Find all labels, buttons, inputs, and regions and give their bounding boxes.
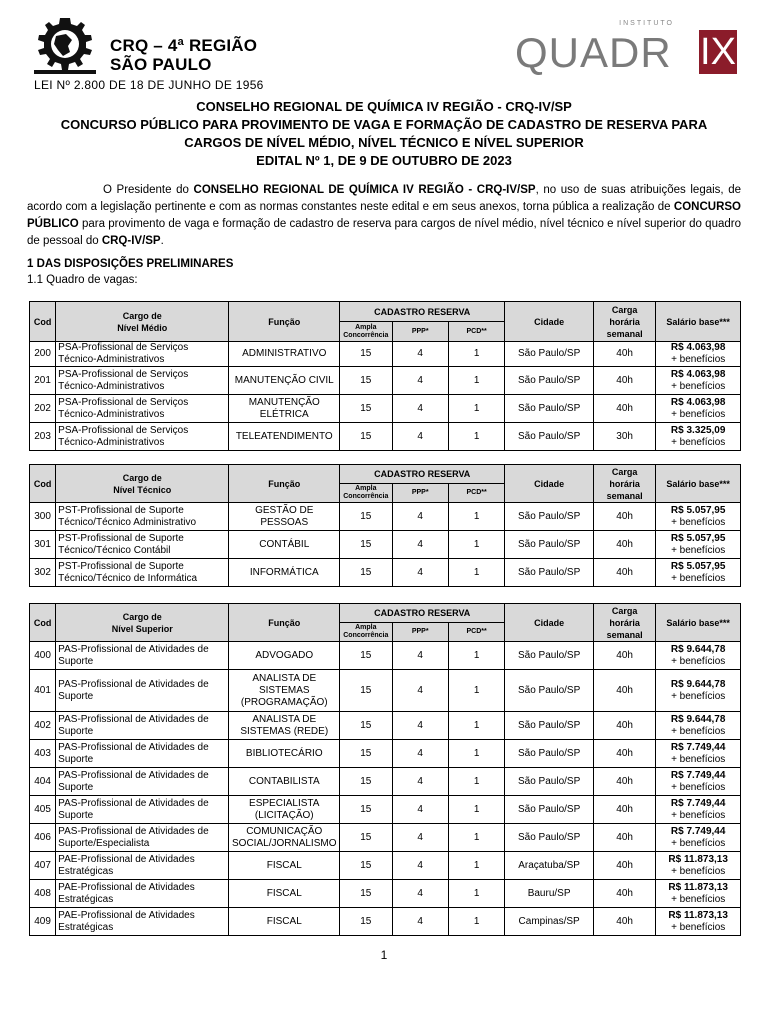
cell-ppp: 4: [392, 740, 448, 768]
cell-carga: 40h: [593, 852, 655, 880]
cell-ampla: 15: [340, 796, 392, 824]
table-row: [30, 395, 741, 423]
cell-ppp: 4: [392, 367, 448, 395]
cell-salario: [656, 559, 741, 587]
cell-pcd: 1: [448, 908, 504, 936]
cell-cargo: PSA-Profissional de Serviços Técnico-Administrativos: [56, 423, 229, 451]
cell-cod: 302: [30, 559, 56, 587]
salary-value: R$ 9.644,78: [670, 643, 726, 655]
cell-pcd: 1: [448, 395, 504, 423]
cell-funcao: ESPECIALISTA (LICITAÇÃO): [229, 796, 340, 824]
cell-cod: 402: [30, 712, 56, 740]
header-cargo: [56, 604, 229, 642]
cell-cidade: São Paulo/SP: [505, 768, 594, 796]
table-row: [30, 367, 741, 395]
cell-ppp: 4: [392, 670, 448, 712]
cell-cod: 202: [30, 395, 56, 423]
cell-pcd: 1: [448, 642, 504, 670]
salary-value: R$ 5.057,95: [670, 504, 726, 516]
cell-cargo: PAS-Profissional de Atividades de Suporte/Especialista: [56, 824, 229, 852]
table-row: [30, 712, 741, 740]
cell-pcd: 1: [448, 503, 504, 531]
salary-benefits: + benefícios: [671, 516, 726, 528]
header-cargo: [56, 302, 229, 342]
cell-salario: [656, 880, 741, 908]
cell-salario: [656, 367, 741, 395]
cell-cidade: São Paulo/SP: [505, 712, 594, 740]
cell-cod: 200: [30, 342, 56, 367]
cell-cargo: PST-Profissional de Suporte Técnico/Técnico de Informática: [56, 559, 229, 587]
cell-ppp: 4: [392, 712, 448, 740]
header-cargo-prefix: Cargo de: [122, 310, 162, 321]
cell-cargo: PSA-Profissional de Serviços Técnico-Administrativos: [56, 367, 229, 395]
cell-salario: [656, 712, 741, 740]
cell-cidade: São Paulo/SP: [505, 367, 594, 395]
cell-ampla: 15: [340, 908, 392, 936]
header-ppp: PPP*: [392, 623, 448, 642]
salary-benefits: + benefícios: [671, 865, 726, 877]
cell-carga: 40h: [593, 342, 655, 367]
table-row: [30, 824, 741, 852]
table-row: [30, 908, 741, 936]
cell-salario: [656, 531, 741, 559]
cell-funcao: MANUTENÇÃO ELÉTRICA: [229, 395, 340, 423]
cell-funcao: FISCAL: [229, 880, 340, 908]
header-funcao: Função: [229, 604, 340, 642]
header-cod: Cod: [30, 302, 56, 342]
cell-funcao: CONTABILISTA: [229, 768, 340, 796]
crq-gear-logo-icon: [30, 14, 100, 78]
cell-funcao: ANALISTA DE SISTEMAS (REDE): [229, 712, 340, 740]
salary-value: R$ 7.749,44: [670, 741, 726, 753]
cell-cidade: São Paulo/SP: [505, 342, 594, 367]
cell-pcd: 1: [448, 712, 504, 740]
header-cargo: [56, 465, 229, 503]
salary-benefits: + benefícios: [671, 781, 726, 793]
salary-value: R$ 4.063,98: [670, 342, 726, 353]
salary-benefits: + benefícios: [671, 690, 726, 702]
cell-funcao: FISCAL: [229, 908, 340, 936]
salary-benefits: + benefícios: [671, 809, 726, 821]
cell-funcao: TELEATENDIMENTO: [229, 423, 340, 451]
cell-cod: 300: [30, 503, 56, 531]
cell-cidade: São Paulo/SP: [505, 395, 594, 423]
header-cargo-level: Nível Superior: [111, 623, 173, 634]
cell-ppp: 4: [392, 796, 448, 824]
salary-value: R$ 11.873,13: [668, 909, 728, 921]
cell-cidade: São Paulo/SP: [505, 531, 594, 559]
cell-carga: 40h: [593, 768, 655, 796]
intro-text-4: .: [160, 235, 164, 247]
quadrix-box-mark: IX: [700, 31, 736, 73]
cell-pcd: 1: [448, 880, 504, 908]
section-heading: 1 DAS DISPOSIÇÕES PRELIMINARES: [27, 258, 234, 270]
cell-salario: [656, 342, 741, 367]
cell-ampla: 15: [340, 423, 392, 451]
cell-cod: 401: [30, 670, 56, 712]
cell-cod: 404: [30, 768, 56, 796]
header-salario-base: Salário base***: [656, 604, 741, 642]
table-row: [30, 852, 741, 880]
cell-cidade: São Paulo/SP: [505, 642, 594, 670]
cell-cidade: Bauru/SP: [505, 880, 594, 908]
crq-law-text: LEI Nº 2.800 DE 18 DE JUNHO DE 1956: [34, 78, 264, 92]
header-cargo-prefix: Cargo de: [122, 472, 162, 483]
cell-salario: [656, 423, 741, 451]
cell-carga: 40h: [593, 908, 655, 936]
table-row: [30, 796, 741, 824]
cell-cargo: PSA-Profissional de Serviços Técnico-Administrativos: [56, 395, 229, 423]
intro-bold-1: CONSELHO REGIONAL DE QUÍMICA IV REGIÃO - CRQ-IV/SP: [193, 184, 536, 196]
header-ppp: PPP*: [392, 322, 448, 342]
header-pcd: PCD**: [448, 322, 504, 342]
table-row: [30, 768, 741, 796]
intro-text-1: O Presidente do: [103, 184, 194, 196]
cell-ampla: 15: [340, 367, 392, 395]
cell-carga: 40h: [593, 670, 655, 712]
salary-benefits: + benefícios: [671, 408, 726, 420]
cell-cod: 406: [30, 824, 56, 852]
cell-salario: [656, 768, 741, 796]
header-cadastro-reserva: CADASTRO RESERVA: [340, 302, 505, 322]
table-row: [30, 670, 741, 712]
cell-ampla: 15: [340, 670, 392, 712]
vacancy-table-0: [29, 301, 741, 451]
cell-carga: 40h: [593, 642, 655, 670]
cell-ppp: 4: [392, 395, 448, 423]
cell-cidade: Campinas/SP: [505, 908, 594, 936]
cell-cargo: PAS-Profissional de Atividades de Suporte: [56, 796, 229, 824]
header-pcd: PCD**: [448, 484, 504, 503]
document-titles: [20, 98, 748, 170]
cell-funcao: GESTÃO DE PESSOAS: [229, 503, 340, 531]
header-pcd: PCD**: [448, 623, 504, 642]
cell-pcd: 1: [448, 824, 504, 852]
cell-cargo: PAE-Profissional de Atividades Estratégicas: [56, 880, 229, 908]
intro-text-3: para provimento de vaga e formação de cadastro de reserva para cargos de nível médio, nível técnico e nível superior do quadro de pessoal do: [27, 218, 741, 247]
header-cidade: Cidade: [505, 302, 594, 342]
header-cargo-level: Nível Médio: [117, 322, 168, 333]
cell-pcd: 1: [448, 342, 504, 367]
cell-ampla: 15: [340, 531, 392, 559]
cell-ppp: 4: [392, 852, 448, 880]
table-row: [30, 880, 741, 908]
salary-benefits: + benefícios: [671, 753, 726, 765]
title-line-4: EDITAL Nº 1, DE 9 DE OUTUBRO DE 2023: [256, 153, 512, 168]
cell-funcao: CONTÁBIL: [229, 531, 340, 559]
cell-cargo: PAS-Profissional de Atividades de Suporte: [56, 670, 229, 712]
cell-pcd: 1: [448, 423, 504, 451]
cell-pcd: 1: [448, 740, 504, 768]
header-cidade: Cidade: [505, 465, 594, 503]
cell-cod: 407: [30, 852, 56, 880]
cell-ampla: 15: [340, 852, 392, 880]
cell-cargo: PSA-Profissional de Serviços Técnico-Administrativos: [56, 342, 229, 367]
cell-salario: [656, 642, 741, 670]
header-cod: Cod: [30, 604, 56, 642]
salary-value: R$ 4.063,98: [670, 368, 726, 380]
cell-cidade: São Paulo/SP: [505, 559, 594, 587]
cell-ampla: 15: [340, 824, 392, 852]
cell-cargo: PAS-Profissional de Atividades de Suporte: [56, 642, 229, 670]
header-carga-horaria: Carga horária semanal: [593, 465, 655, 503]
crq-title: [110, 36, 257, 74]
cell-cod: 408: [30, 880, 56, 908]
cell-cidade: São Paulo/SP: [505, 740, 594, 768]
quadrix-logo: [515, 20, 740, 80]
cell-ppp: 4: [392, 908, 448, 936]
header-carga-horaria: Carga horária semanal: [593, 604, 655, 642]
cell-salario: [656, 796, 741, 824]
cell-salario: [656, 740, 741, 768]
cell-pcd: 1: [448, 559, 504, 587]
table-row: [30, 740, 741, 768]
cell-funcao: FISCAL: [229, 852, 340, 880]
table-row: [30, 559, 741, 587]
header-cargo-level: Nível Técnico: [113, 484, 172, 495]
cell-carga: 40h: [593, 559, 655, 587]
header-cod: Cod: [30, 465, 56, 503]
crq-title-line2: SÃO PAULO: [110, 55, 212, 74]
cell-salario: [656, 670, 741, 712]
cell-ppp: 4: [392, 531, 448, 559]
salary-value: R$ 9.644,78: [670, 713, 726, 725]
cell-pcd: 1: [448, 852, 504, 880]
cell-cargo: PAE-Profissional de Atividades Estratégicas: [56, 852, 229, 880]
cell-pcd: 1: [448, 531, 504, 559]
table-row: [30, 503, 741, 531]
cell-salario: [656, 503, 741, 531]
cell-ppp: 4: [392, 880, 448, 908]
cell-carga: 40h: [593, 367, 655, 395]
cell-ppp: 4: [392, 503, 448, 531]
cell-ampla: 15: [340, 642, 392, 670]
cell-salario: [656, 395, 741, 423]
salary-value: R$ 9.644,78: [670, 678, 726, 690]
cell-carga: 30h: [593, 423, 655, 451]
cell-cod: 409: [30, 908, 56, 936]
salary-benefits: + benefícios: [671, 725, 726, 737]
cell-cidade: São Paulo/SP: [505, 503, 594, 531]
cell-ppp: 4: [392, 559, 448, 587]
header-salario-base: Salário base***: [656, 465, 741, 503]
cell-pcd: 1: [448, 367, 504, 395]
header-cadastro-reserva: CADASTRO RESERVA: [340, 604, 505, 623]
salary-value: R$ 7.749,44: [670, 797, 726, 809]
cell-cod: 403: [30, 740, 56, 768]
cell-funcao: BIBLIOTECÁRIO: [229, 740, 340, 768]
cell-cidade: São Paulo/SP: [505, 796, 594, 824]
cell-salario: [656, 852, 741, 880]
document-header: [0, 0, 768, 96]
cell-cargo: PAS-Profissional de Atividades de Suporte: [56, 768, 229, 796]
header-cidade: Cidade: [505, 604, 594, 642]
cell-carga: 40h: [593, 531, 655, 559]
table-row: [30, 531, 741, 559]
salary-value: R$ 3.325,09: [670, 424, 726, 436]
header-salario-base: Salário base***: [656, 302, 741, 342]
salary-value: R$ 11.873,13: [668, 853, 728, 865]
quadrix-wordmark: QUADR: [515, 29, 672, 76]
title-line-2: CONCURSO PÚBLICO PARA PROVIMENTO DE VAGA E FORMAÇÃO DE CADASTRO DE RESERVA PARA: [60, 117, 708, 132]
salary-benefits: + benefícios: [671, 921, 726, 933]
cell-cidade: São Paulo/SP: [505, 423, 594, 451]
cell-ampla: 15: [340, 503, 392, 531]
cell-ampla: 15: [340, 712, 392, 740]
cell-pcd: 1: [448, 768, 504, 796]
salary-value: R$ 4.063,98: [670, 396, 726, 408]
cell-carga: 40h: [593, 503, 655, 531]
cell-ppp: 4: [392, 824, 448, 852]
salary-value: R$ 5.057,95: [670, 560, 726, 572]
intro-text-2: , no uso de suas atribuições legais, de acordo com a legislação pertinente e com as normas constantes neste edital e em seus anexos, torna pública a realização de: [27, 184, 742, 213]
salary-value: R$ 7.749,44: [670, 769, 726, 781]
header-ppp: PPP*: [392, 484, 448, 503]
table-row: [30, 642, 741, 670]
salary-value: R$ 7.749,44: [670, 825, 726, 837]
salary-benefits: + benefícios: [671, 380, 726, 392]
table-row: [30, 342, 741, 367]
cell-cod: 203: [30, 423, 56, 451]
cell-carga: 40h: [593, 796, 655, 824]
salary-value: R$ 11.873,13: [668, 881, 728, 893]
cell-pcd: 1: [448, 670, 504, 712]
header-funcao: Função: [229, 465, 340, 503]
page-number: 1: [380, 948, 388, 962]
cell-cidade: Araçatuba/SP: [505, 852, 594, 880]
crq-title-line1: CRQ – 4ª REGIÃO: [110, 36, 258, 55]
cell-cargo: PAE-Profissional de Atividades Estratégicas: [56, 908, 229, 936]
intro-bold-2: CONCURSO PÚBLICO: [27, 201, 741, 230]
cell-ppp: 4: [392, 342, 448, 367]
salary-benefits: + benefícios: [671, 893, 726, 905]
cell-cidade: São Paulo/SP: [505, 670, 594, 712]
header-ampla-concorrencia: Ampla Concorrência: [340, 623, 392, 642]
salary-benefits: + benefícios: [671, 837, 726, 849]
header-cargo-prefix: Cargo de: [122, 611, 162, 622]
title-line-3: CARGOS DE NÍVEL MÉDIO, NÍVEL TÉCNICO E NÍVEL SUPERIOR: [184, 135, 584, 150]
table-row: [30, 423, 741, 451]
cell-salario: [656, 908, 741, 936]
cell-ampla: 15: [340, 880, 392, 908]
cell-funcao: ADMINISTRATIVO: [229, 342, 340, 367]
cell-cargo: PAS-Profissional de Atividades de Suporte: [56, 740, 229, 768]
cell-ampla: 15: [340, 768, 392, 796]
cell-carga: 40h: [593, 824, 655, 852]
cell-cargo: PAS-Profissional de Atividades de Suporte: [56, 712, 229, 740]
salary-value: R$ 5.057,95: [670, 532, 726, 544]
cell-funcao: COMUNICAÇÃO SOCIAL/JORNALISMO: [229, 824, 340, 852]
cell-cidade: São Paulo/SP: [505, 824, 594, 852]
cell-carga: 40h: [593, 395, 655, 423]
cell-ampla: 15: [340, 740, 392, 768]
header-cadastro-reserva: CADASTRO RESERVA: [340, 465, 505, 484]
header-carga-horaria: Carga horária semanal: [593, 302, 655, 342]
cell-ampla: 15: [340, 559, 392, 587]
cell-cod: 201: [30, 367, 56, 395]
cell-carga: 40h: [593, 712, 655, 740]
cell-ampla: 15: [340, 395, 392, 423]
cell-cargo: PST-Profissional de Suporte Técnico/Técnico Contábil: [56, 531, 229, 559]
salary-benefits: + benefícios: [671, 544, 726, 556]
cell-salario: [656, 824, 741, 852]
vacancy-table-2: [29, 603, 741, 936]
cell-carga: 40h: [593, 880, 655, 908]
cell-cargo: PST-Profissional de Suporte Técnico/Técnico Administrativo: [56, 503, 229, 531]
cell-cod: 301: [30, 531, 56, 559]
cell-cod: 400: [30, 642, 56, 670]
header-ampla-concorrencia: Ampla Concorrência: [340, 322, 392, 342]
cell-ppp: 4: [392, 642, 448, 670]
cell-ppp: 4: [392, 423, 448, 451]
intro-paragraph: [27, 182, 741, 250]
cell-ppp: 4: [392, 768, 448, 796]
cell-cod: 405: [30, 796, 56, 824]
salary-benefits: + benefícios: [671, 572, 726, 584]
title-line-1: CONSELHO REGIONAL DE QUÍMICA IV REGIÃO - CRQ-IV/SP: [196, 99, 572, 114]
header-ampla-concorrencia: Ampla Concorrência: [340, 484, 392, 503]
cell-funcao: ADVOGADO: [229, 642, 340, 670]
salary-benefits: + benefícios: [671, 655, 726, 667]
cell-carga: 40h: [593, 740, 655, 768]
salary-benefits: + benefícios: [671, 436, 726, 448]
subsection-heading: 1.1 Quadro de vagas:: [27, 274, 138, 286]
header-funcao: Função: [229, 302, 340, 342]
cell-ampla: 15: [340, 342, 392, 367]
cell-funcao: INFORMÁTICA: [229, 559, 340, 587]
quadrix-institute-label: INSTITUTO: [619, 20, 674, 27]
cell-pcd: 1: [448, 796, 504, 824]
salary-benefits: + benefícios: [671, 354, 726, 365]
vacancy-table-1: [29, 464, 741, 587]
cell-funcao: MANUTENÇÃO CIVIL: [229, 367, 340, 395]
cell-funcao: ANALISTA DE SISTEMAS (PROGRAMAÇÃO): [229, 670, 340, 712]
intro-bold-3: CRQ-IV/SP: [101, 235, 161, 247]
